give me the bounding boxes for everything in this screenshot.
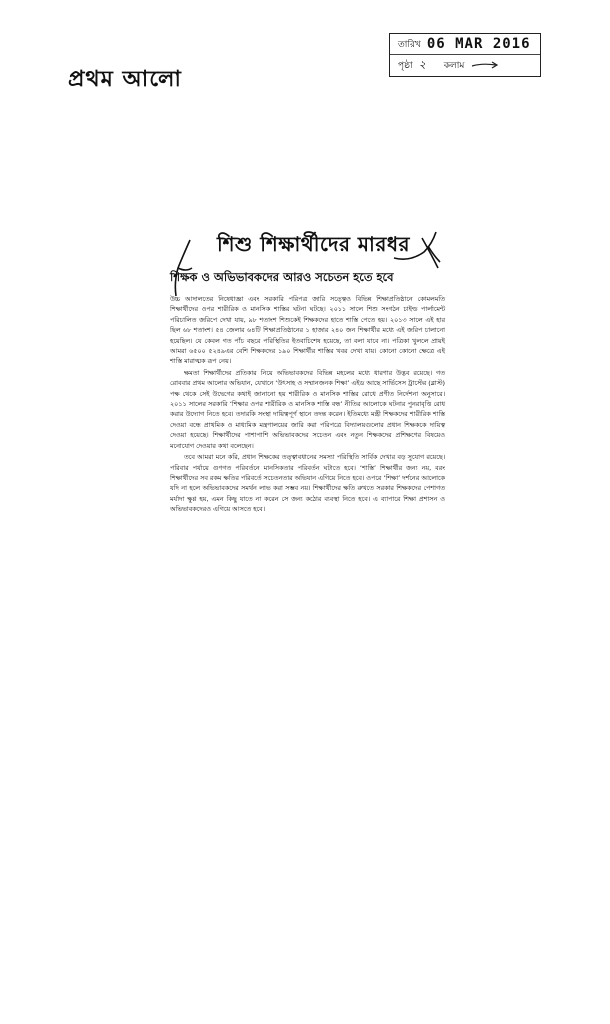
stamp-page-value: ২ <box>418 57 426 71</box>
stamp-date-row <box>390 34 540 54</box>
clipping-stamp <box>389 33 541 77</box>
newspaper-masthead: প্রথম আলো <box>68 66 182 92</box>
article-clipping <box>170 230 445 516</box>
article-subheadline: শিক্ষক ও অভিভাবকদের আরও সচেতন হতে হবে <box>170 270 394 284</box>
article-paragraph: ক্ষমতা শিক্ষার্থীদের প্রতিকার নিয়ে অভিভাবকদের বিভিন্ন মহলের মধ্যে ধারণার উদ্ভব রয়েছে। গত রোববার প্রথম আলোর অভিযান, যেখানে ‘উৎসাহ ও সম্মানজনক শিক্ষা’ এইড আছে সার্ভিসেস ট্রাস্টের (ব্লাস্ট) পক্ষ থেকে সেই উদ্বেগের কথাই জানানো হয় শারীরিক ও মানসিক শাস্তির রোধে প্রণীত নির্দেশনা অনুসারে। ২০১১ সালের সরকারি ‘শিক্ষার ওপর শারীরিক ও মানসিক শাস্তি বন্ধ’ নীতির আলোকে ঘটনার পুনরাবৃত্তি রোধ করার উদ্যোগ নিতে হবে। তদারকি সংস্থা দায়িত্বপূর্ণ স্থানে তদন্ত করেন। ইতিমধ্যে মন্ত্রী শিক্ষকদের শারীরিক শাস্তি দেওয়া বন্ধে প্রাথমিক ও মাধ্যমিক মন্ত্রণালয়ের জারি করা পরিপত্রে বিদ্যালয়গুলোর প্রধান শিক্ষককে দায়িত্ব দেওয়া হয়েছে। শিক্ষার্থীদের পাশাপাশি অভিভাবকদের সচেতন এবং নতুন শিক্ষকদের প্রশিক্ষণের বিষয়েও মনোযোগ দেওয়ার কথা বলেছেন। <box>170 368 445 450</box>
stamp-column-label: কলাম <box>443 60 465 71</box>
article-paragraph: উচ্চ আদালতের নিষেধাজ্ঞা এবং সরকারি পরিপত্র জারি সত্ত্বেও বিভিন্ন শিক্ষাপ্রতিষ্ঠানে কোমলমতি শিক্ষার্থীদের ওপর শারীরিক ও মানসিক শাস্তির ঘটনা ঘটছে। ২০১১ সালে শিশু সংগঠন চাইল্ড পার্লামেন্ট পরিচালিত জরিপে দেখা যায়, ৯৮ শতাংশ শিশুকেই শিক্ষকদের হাতে শাস্তি পেতে হয়। ২০১৩ সালে এই হার ছিল ৬৮ শতাংশ। ৫৪ জেলার ৬৪টি শিক্ষাপ্রতিষ্ঠানের ১ হাজার ২৪০ জন শিক্ষার্থীর মধ্যে এই জরিপ চালানো হয়েছিল। যে কেবল গত পাঁচ বছরে পরিস্থিতির ইতবাচিশেষ হয়েছে, তা বলা যাবে না। পত্রিকা খুললে প্রায়ই আমরা ৬৫০০ ৫২৪৯এর বেশি শিক্ষকদের ১৯০ শিক্ষার্থীর শাস্তির খবর দেখা যায়। কোনো কোনো ক্ষেত্রে এই শাস্তি মারাত্মক রূপ নেয়। <box>170 295 445 366</box>
stamp-page-row <box>390 54 540 75</box>
stamp-date-value: 06 MAR 2016 <box>426 36 531 52</box>
article-headline: শিশু শিক্ষার্থীদের মারধর <box>216 232 411 256</box>
stamp-date-label: তারিখ <box>398 39 421 50</box>
stamp-page-label: পৃষ্ঠা <box>398 60 413 71</box>
handwritten-arrow-icon <box>470 60 500 70</box>
article-paragraph: তবে আমরা মনে করি, প্রধান শিক্ষকের তত্ত্বাবধানের সমস্যা পরিস্থিতি সার্বিক দেখার বড় সুযোগ রয়েছে। পরিবার পর্যায়ে গুণগত পরিবর্তনে মানসিকতার পরিবর্তন ঘটাতে হবে। ‘শাস্তি’ শিক্ষার্থীর জন্য নয়, বরং শিক্ষার্থীদের সব রকম ক্ষতির পরিবর্তে সচেতনতার অভিযান এগিয়ে নিতে হবে। ওপরে ‘শিক্ষা’ দর্শনের আলোকে যদি না হলে অভিভাবকদের সমর্থন লাভ করা সম্ভব নয়। শিক্ষার্থীদের ক্ষতি রুখতে সরকার শিক্ষকদের পেশাগত মর্যাদা ক্ষুণ্ণ হয়, এমন কিছু যাতে না করেন সে জন্য কঠোর ব্যবস্থা নিতে হবে। এ ব্যাপারে শিক্ষা প্রশাসন ও অভিভাবকদেরও এগিয়ে আসতে হবে। <box>170 453 445 514</box>
